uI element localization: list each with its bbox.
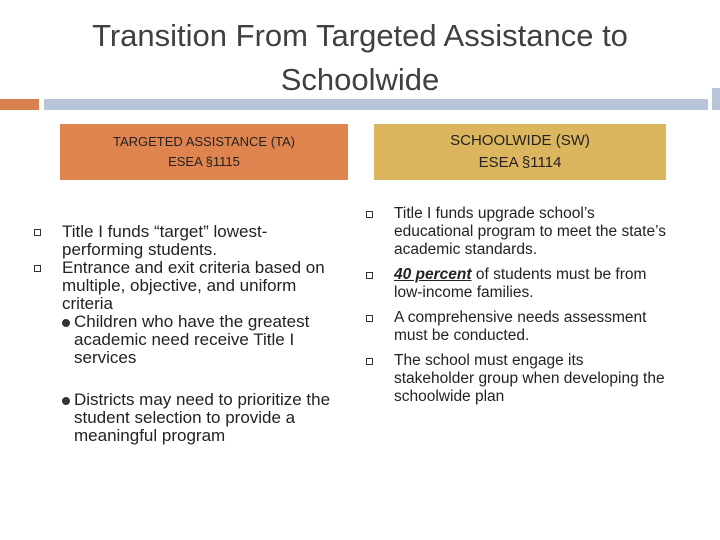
list-item: A comprehensive needs assessment must be conducted. xyxy=(366,309,666,345)
list-item: Entrance and exit criteria based on multiple, objective, and uniform criteria xyxy=(34,259,334,313)
square-bullet-icon xyxy=(34,265,41,272)
square-bullet-icon xyxy=(34,229,41,236)
targeted-assistance-header xyxy=(60,124,348,180)
sw-label: SCHOOLWIDE (SW) xyxy=(450,132,590,149)
square-bullet-icon xyxy=(366,211,373,218)
emphasis-text: 40 percent xyxy=(394,266,472,283)
square-bullet-icon xyxy=(366,272,373,279)
schoolwide-list xyxy=(366,205,666,406)
sub-list-item: Children who have the greatest academic need receive Title I services xyxy=(34,313,334,367)
slide-title xyxy=(20,14,700,102)
list-item: Title I funds upgrade school’s educational program to meet the state’s academic standards. xyxy=(366,205,666,259)
accent-bar-blue xyxy=(44,99,708,110)
round-bullet-icon xyxy=(62,319,70,327)
title-line-1: Transition From Targeted Assistance to xyxy=(92,18,628,53)
sw-section: ESEA §1114 xyxy=(478,154,562,171)
accent-bar-orange xyxy=(0,99,39,110)
targeted-assistance-list xyxy=(34,223,334,445)
sub-list-item: Districts may need to prioritize the student selection to provide a meaningful program xyxy=(34,391,334,445)
square-bullet-icon xyxy=(366,315,373,322)
accent-bar-end xyxy=(712,88,720,110)
list-item: 40 percent of students must be from low-income families. xyxy=(366,266,666,302)
round-bullet-icon xyxy=(62,397,70,405)
list-item: Title I funds “target” lowest-performing students. xyxy=(34,223,334,259)
title-line-2: Schoolwide xyxy=(280,62,440,97)
ta-section: ESEA §1115 xyxy=(168,154,240,169)
schoolwide-header xyxy=(374,124,666,180)
list-item: The school must engage its stakeholder group when developing the schoolwide plan xyxy=(366,352,666,406)
square-bullet-icon xyxy=(366,358,373,365)
ta-label: TARGETED ASSISTANCE (TA) xyxy=(112,134,296,149)
